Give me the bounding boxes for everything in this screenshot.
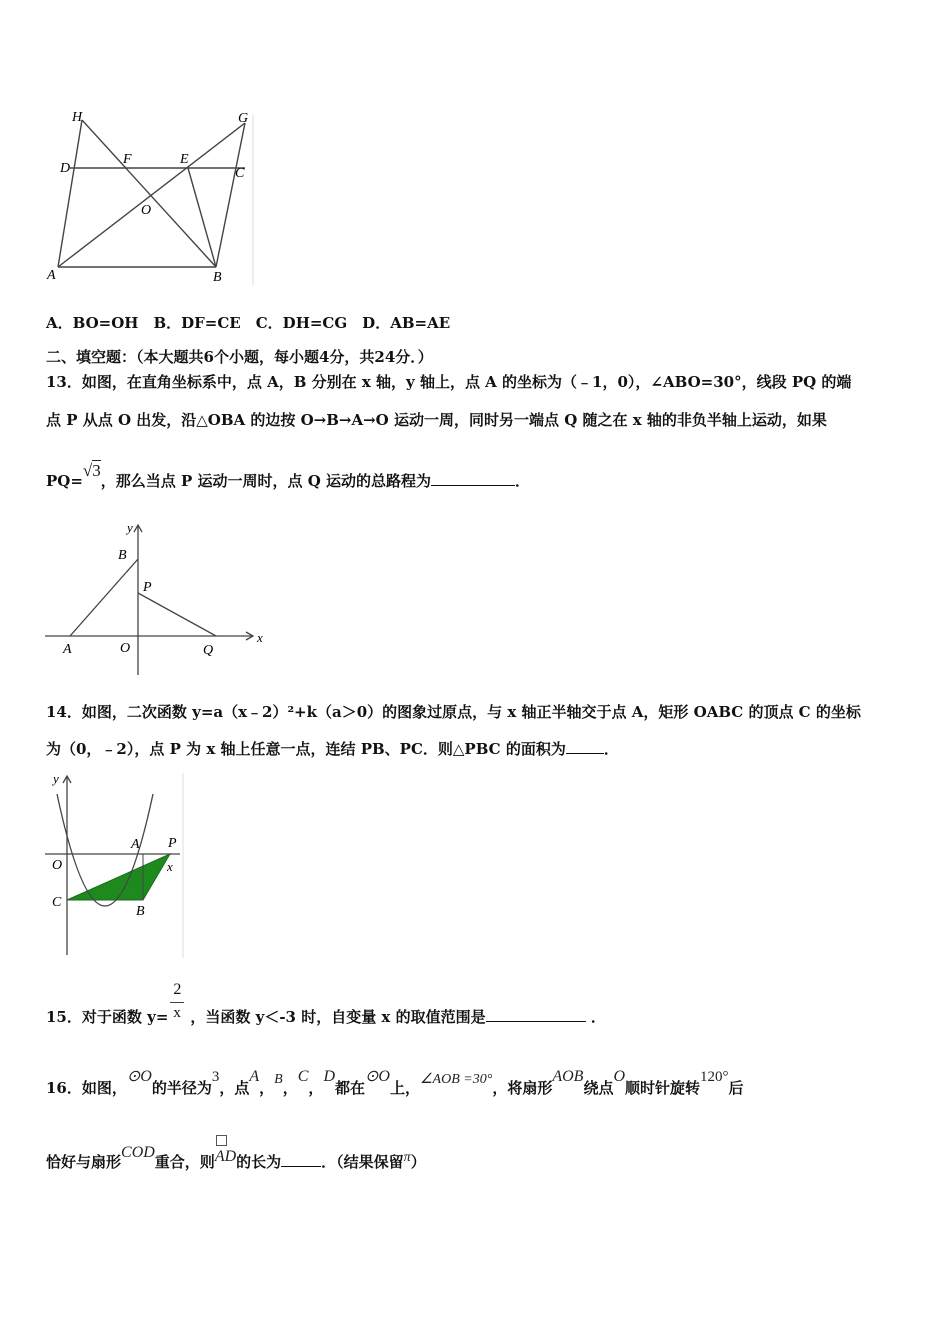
q16-text-keep: ．（结果保留 [321, 1153, 404, 1171]
label-F: F [123, 152, 132, 167]
q16-line2 [46, 1144, 426, 1172]
q16-text-point: ，点 [219, 1079, 250, 1097]
q16-text-length: 的长为 [236, 1153, 282, 1171]
q16-text-after: 后 [728, 1079, 744, 1097]
q13-line3-text: ，那么当点 P 运动一周时，点 Q 运动的总路程为 [100, 472, 432, 490]
label-B: B [118, 548, 127, 563]
sector-aob: AOB [552, 1068, 584, 1085]
point-O: O [613, 1068, 626, 1085]
label-O: O [52, 858, 63, 873]
angle-aob: ∠AOB =30° [420, 1072, 493, 1087]
fraction-denominator: x [173, 1005, 181, 1021]
sector-cod: COD [121, 1144, 155, 1161]
label-A: A [63, 642, 72, 657]
q16-text-radius: 的半径为 [151, 1079, 212, 1097]
q14-line2 [46, 738, 619, 759]
q16-text-close: ） [410, 1153, 426, 1171]
label-A: A [131, 837, 140, 852]
fraction-2-over-x [168, 981, 190, 1022]
q16-text-on: 都在 [335, 1079, 366, 1097]
q15-end: ． [590, 1008, 606, 1026]
q15-answer-blank [486, 1007, 586, 1022]
q16-text-clockwise: 顺时针旋转 [625, 1079, 701, 1097]
q13-line2: 点 P 从点 O 出发，沿△OBA 的边按 O→B→A→O 运动一周，同时另一端点 Q 随之在 x 轴的非负半轴上运动，如果 [46, 411, 827, 429]
label-x: x [257, 630, 263, 645]
q14-line2-end: ． [603, 740, 619, 758]
arc-ad [214, 1148, 237, 1172]
label-B: B [213, 270, 222, 285]
figure-parabola [40, 768, 190, 960]
q13-line1: 13．如图，在直角坐标系中，点 A，B 分别在 x 轴，y 轴上，点 A 的坐标为（﹣1，0），∠ABO=30°，线段 PQ 的端 [46, 373, 852, 391]
q14-line2-text: 为（0，﹣2），点 P 为 x 轴上任意一点，连结 PB、PC．则△PBC 的面积为 [46, 740, 566, 758]
label-y: y [127, 520, 133, 535]
q12-options: A．BO=OH B．DF=CE C．DH=CG D．AB=AE [46, 314, 451, 332]
q16-line1 [46, 1068, 744, 1098]
label-C: C [235, 166, 245, 181]
figure-parallelogram [40, 105, 265, 290]
label-O: O [120, 641, 131, 656]
segment-AB [70, 559, 138, 636]
q13-pq-label: PQ= [46, 472, 83, 490]
fraction-bar [170, 1002, 184, 1003]
line-AH [58, 120, 82, 267]
segment-PQ [138, 593, 216, 636]
label-B: B [136, 904, 145, 919]
arc-symbol [216, 1135, 227, 1146]
q13-line3 [46, 461, 531, 491]
q16-comma-3: ， [308, 1079, 324, 1097]
q16-text-on2: 上， [389, 1079, 420, 1097]
label-A: A [47, 268, 56, 283]
q16-text-around: 绕点 [583, 1079, 614, 1097]
label-G: G [238, 111, 249, 126]
circle-o-symbol: ⊙O [126, 1068, 152, 1085]
q16-comma-2: ， [282, 1079, 298, 1097]
sqrt3: √3 [82, 461, 101, 480]
arc-ad-label: AD [214, 1148, 237, 1165]
circle-o-symbol-2: ⊙O [365, 1068, 390, 1085]
point-B: B [274, 1072, 283, 1087]
rotation-angle: 120° [700, 1069, 729, 1085]
label-P: P [168, 836, 177, 851]
q16-answer-blank [281, 1152, 321, 1167]
label-P: P [143, 580, 152, 595]
q16-comma-1: ， [259, 1079, 275, 1097]
q13-line3-end: ． [515, 472, 531, 490]
line-BG [216, 123, 245, 267]
label-O: O [141, 203, 152, 218]
sqrt3-radicand: 3 [92, 461, 101, 480]
pi-symbol: π [403, 1150, 411, 1165]
q14-line1: 14．如图，二次函数 y=a（x﹣2）²+k（a＞0）的图象过原点，与 x 轴正半轴交于点 A，矩形 OABC 的顶点 C 的坐标 [46, 703, 861, 721]
q16-text-rotate: ，将扇形 [492, 1079, 553, 1097]
triangle-PBC [67, 854, 170, 900]
q15-prefix: 15．对于函数 y= [46, 1008, 169, 1026]
point-A: A [249, 1068, 260, 1085]
q15-line [46, 981, 606, 1027]
point-C: C [297, 1068, 309, 1085]
q14-answer-blank [566, 739, 604, 754]
q16-number: 16．如图， [46, 1079, 127, 1097]
label-y: y [53, 771, 59, 786]
label-E: E [180, 152, 189, 167]
label-C: C [52, 895, 62, 910]
point-D: D [323, 1068, 335, 1085]
q13-answer-blank [431, 471, 515, 486]
q16-line2-prefix: 恰好与扇形 [46, 1153, 122, 1171]
q16-text-coincide: 重合，则 [154, 1153, 215, 1171]
section2-title: 二、填空题：（本大题共6个小题，每小题4分，共24分．） [46, 348, 433, 366]
label-H: H [72, 110, 83, 125]
radius-value: 3 [211, 1069, 220, 1085]
q15-text: ，当函数 y＜-3 时，自变量 x 的取值范围是 [190, 1008, 486, 1026]
line-AG [58, 123, 245, 267]
label-x: x [167, 859, 173, 874]
label-Q: Q [203, 643, 214, 658]
fraction-numerator: 2 [173, 981, 182, 998]
figure-coordinate-oba [40, 515, 275, 680]
label-D: D [60, 161, 71, 176]
